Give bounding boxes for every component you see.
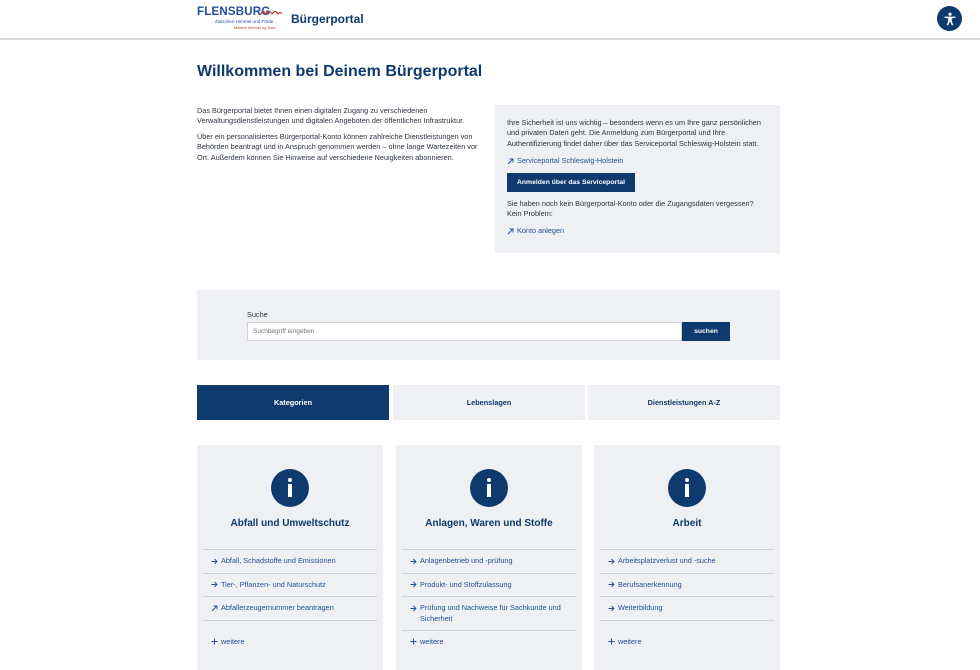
info-icon <box>668 469 706 507</box>
register-question: Sie haben noch kein Bürgerportal-Konto oder die Zugangsdaten vergessen? Kein Problem: <box>507 198 754 219</box>
plus-icon <box>410 638 417 645</box>
category-links <box>600 549 774 621</box>
list-item-label: Abfall, Schadstoffe und Emissionen <box>221 556 336 565</box>
list-item[interactable] <box>402 596 576 631</box>
portal-title[interactable]: Bürgerportal <box>291 12 364 26</box>
plus-icon <box>608 638 615 645</box>
more-link-label: weitere <box>420 637 444 646</box>
search-label: Suche <box>247 310 268 319</box>
info-icon <box>470 469 508 507</box>
external-link-icon <box>507 228 514 235</box>
search-button[interactable]: suchen <box>682 322 730 341</box>
create-account-link-label: Konto anlegen <box>517 226 565 236</box>
list-item[interactable] <box>402 549 576 573</box>
list-item-label: Tier-, Pflanzen- und Naturschutz <box>221 579 326 589</box>
plus-icon <box>211 638 218 645</box>
accessibility-button[interactable] <box>937 6 962 31</box>
category-title[interactable]: Anlagen, Waren und Stoffe <box>425 518 553 529</box>
list-item[interactable] <box>203 573 377 597</box>
category-links <box>402 549 576 631</box>
create-account-link[interactable] <box>507 226 768 236</box>
more-link[interactable] <box>211 637 245 646</box>
accessibility-icon <box>943 12 957 26</box>
intro-paragraph: Über ein personalisiertes Bürgerportal-Konto können zahlreiche Dienstleistungen von Behörden beantragt und in Anspruch genommen werden – ohne lange Wartezeiten vor Ort. Außerdem können Sie Hinweise auf verschiedene Neuigkeiten abonnieren. <box>197 131 478 162</box>
page-title: Willkommen bei Deinem Bürgerportal <box>197 63 483 80</box>
category-card <box>197 445 383 670</box>
arrow-right-icon <box>608 558 615 565</box>
login-button[interactable]: Anmelden über das Serviceportal <box>507 173 635 192</box>
category-links <box>203 549 377 621</box>
login-info-text: Ihre Sicherheit ist uns wichtig – besonders wenn es um Ihre ganz persönlichen und privaten Daten geht. Die Anmeldung zum Bürgerportal und Ihre Authentifizierung findet daher über das Serviceportal Schleswig-Holstein statt. <box>507 118 761 148</box>
list-item[interactable] <box>203 549 377 573</box>
more-link[interactable] <box>608 637 642 646</box>
list-item-label: Arbeitsplatzverlust und -suche <box>618 556 716 565</box>
more-link-label: weitere <box>221 637 245 646</box>
site-header <box>0 0 980 40</box>
list-item[interactable] <box>600 573 774 597</box>
list-item-label: Anlagenbetrieb und -prüfung <box>420 556 513 565</box>
arrow-right-icon <box>410 581 417 588</box>
logo-tagline-danish: Mellem himmel og fjord <box>234 25 276 30</box>
list-item[interactable] <box>203 596 377 621</box>
arrow-right-icon <box>211 558 218 565</box>
tab-dienstleistungen[interactable]: Dienstleistungen A-Z <box>588 385 780 420</box>
logo-tagline: Zwischen Himmel und Förde <box>215 19 274 24</box>
external-link-icon <box>211 605 218 612</box>
category-title[interactable]: Arbeit <box>672 518 702 529</box>
list-item[interactable] <box>600 596 774 621</box>
arrow-right-icon <box>410 558 417 565</box>
intro-text <box>197 106 482 168</box>
serviceportal-link[interactable] <box>507 156 768 166</box>
logo-wave-icon <box>259 8 283 18</box>
list-item[interactable] <box>600 549 774 573</box>
arrow-right-icon <box>608 581 615 588</box>
external-link-icon <box>507 158 514 165</box>
category-title[interactable]: Abfall und Umweltschutz <box>230 518 350 529</box>
tab-lebenslagen[interactable]: Lebenslagen <box>393 385 585 420</box>
arrow-right-icon <box>608 605 615 612</box>
login-panel <box>495 105 780 253</box>
tab-kategorien[interactable]: Kategorien <box>197 385 389 420</box>
more-link[interactable] <box>410 637 444 646</box>
logo-wordmark: FLENSBURG <box>197 6 271 18</box>
list-item-label: Produkt- und Stoffzulassung <box>420 579 512 589</box>
info-icon <box>271 469 309 507</box>
search-input[interactable] <box>247 322 682 341</box>
list-item-label: Berufsanerkennung <box>618 579 682 589</box>
category-card <box>396 445 582 670</box>
search-panel <box>197 290 780 360</box>
arrow-right-icon <box>211 581 218 588</box>
category-card <box>594 445 780 670</box>
list-item-label: Abfallerzeugernummer beantragen <box>221 603 334 612</box>
serviceportal-link-label: Serviceportal Schleswig-Holstein <box>517 156 624 166</box>
arrow-right-icon <box>410 605 417 612</box>
list-item-label: Weiterbildung <box>618 603 663 612</box>
more-link-label: weitere <box>618 637 642 646</box>
intro-paragraph: Das Bürgerportal bietet Ihnen einen digitalen Zugang zu verschiedenen Verwaltungsdienstleistungen und digitalen Angeboten der öffentlichen Infrastruktur. <box>197 106 465 126</box>
flensburg-logo[interactable] <box>197 6 283 32</box>
list-item-label: Prüfung und Nachweise für Sachkunde und Sicherheit <box>420 603 561 623</box>
list-item[interactable] <box>402 573 576 597</box>
